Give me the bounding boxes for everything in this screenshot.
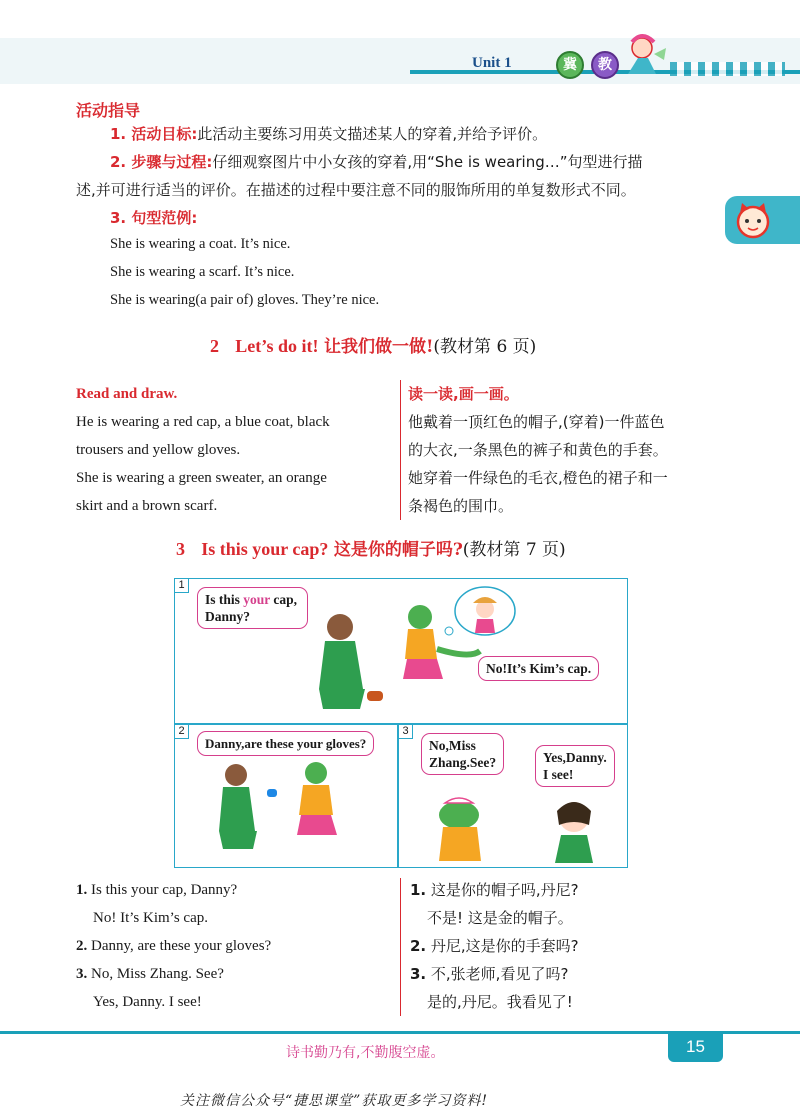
dialogue-cn-num-3: 3. xyxy=(410,965,427,983)
guide-p2-line1: 仔细观察图片中小女孩的穿着,用“She is wearing…”句型进行描 xyxy=(212,153,643,171)
guide-p2-line2: 述,并可进行适当的评价。在描述的过程中要注意不同的服饰所用的单复数形式不同。 xyxy=(76,181,636,199)
danny-teacher-illustration xyxy=(429,791,619,865)
panel-2-number: 2 xyxy=(175,725,189,739)
read-draw-line-1: He is wearing a red cap, a blue coat, black xyxy=(76,414,330,430)
example-2: She is wearing a scarf. It’s nice. xyxy=(110,264,295,280)
bubble1-text-d: Danny? xyxy=(205,609,251,624)
section3-heading xyxy=(176,535,566,560)
section2-ref: (教材第 6 页) xyxy=(433,337,537,357)
guide-title: 活动指导 xyxy=(76,101,141,120)
section3-ref: (教材第 7 页) xyxy=(462,540,566,560)
read-draw-cn-line-4: 条褐色的围巾。 xyxy=(408,497,514,515)
dialogue-en-line-2: No! It’s Kim’s cap. xyxy=(93,910,208,926)
guide-p1 xyxy=(76,120,726,148)
section2-right xyxy=(408,380,728,520)
page-number: 15 xyxy=(668,1032,723,1062)
guide-p2 xyxy=(76,148,726,204)
dialogue-en-line-1 xyxy=(76,876,392,904)
dialogue-en-line-3 xyxy=(76,932,392,960)
guide-p3 xyxy=(76,204,726,232)
footer-slogan: 诗书勤乃有,不勤腹空虚。 xyxy=(286,1045,445,1061)
dialogue-divider xyxy=(400,878,401,1016)
guide-p3-label: 3. 句型范例: xyxy=(110,209,198,227)
dialogue-cn-text-3: 丹尼,这是你的手套吗? xyxy=(426,937,579,955)
header-bar xyxy=(0,38,800,84)
thought-bubble-kim xyxy=(437,583,517,643)
dialogue-en-line-5: Yes, Danny. I see! xyxy=(93,994,202,1010)
read-draw-cn-line-3: 她穿着一件绿色的毛衣,橙色的裙子和一 xyxy=(408,469,668,487)
section2-title-cn: 让我们做一做! xyxy=(323,337,434,357)
section3-title-cn: 这是你的帽子吗? xyxy=(333,540,463,560)
bubble4-line2: Zhang.See? xyxy=(429,755,497,770)
ji-badge: 冀 xyxy=(556,51,584,79)
section3-num: 3 xyxy=(176,539,185,559)
dialogue-en-text-1: Is this your cap, Danny? xyxy=(87,882,238,898)
bubble5-line1: Yes,Danny. xyxy=(543,750,607,765)
guide-p1-text: 此活动主要练习用英文描述某人的穿着,并给予评价。 xyxy=(197,125,548,143)
speech-bubble-2: No!It’s Kim’s cap. xyxy=(478,656,599,681)
fairy-icon xyxy=(620,30,670,80)
panel-3-number: 3 xyxy=(399,725,413,739)
dialogue-cn-num-2: 2. xyxy=(410,937,427,955)
section2-heading xyxy=(210,332,536,357)
unit-label: Unit 1 xyxy=(472,55,512,71)
speech-bubble-3: Danny,are these your gloves? xyxy=(197,731,374,756)
bubble1-text-your: your xyxy=(243,592,271,607)
read-draw-line-4: skirt and a brown scarf. xyxy=(76,498,218,514)
speech-bubble-5 xyxy=(535,745,615,787)
section3-title-en: Is this your cap? xyxy=(201,539,329,559)
comic-panel-3 xyxy=(398,724,628,868)
bubble5-line2: I see! xyxy=(543,767,574,782)
dialogue-en-num-3: 3. xyxy=(76,966,88,982)
jiao-badge: 教 xyxy=(591,51,619,79)
read-draw-line-2: trousers and yellow gloves. xyxy=(76,442,241,458)
header-checker-pattern xyxy=(670,62,785,76)
teacher-gloves-illustration xyxy=(211,761,361,865)
footer-note: 关注微信公众号“捷思课堂”获取更多学习资料! xyxy=(180,1093,488,1109)
read-draw-cn-line-1: 他戴着一顶红色的帽子,(穿着)一件蓝色 xyxy=(408,413,665,431)
dialogue-cn-line-2: 不是! 这是金的帽子。 xyxy=(427,909,573,927)
bubble4-line1: No,Miss xyxy=(429,738,476,753)
guide-p2-label: 2. 步骤与过程: xyxy=(110,153,213,171)
section2-left xyxy=(76,380,392,520)
cat-face-icon xyxy=(733,201,773,241)
section2-num: 2 xyxy=(210,336,219,356)
dialogue-cn-text-1: 这是你的帽子吗,丹尼? xyxy=(426,881,579,899)
read-draw-title: Read and draw. xyxy=(76,386,178,402)
read-draw-line-3: She is wearing a green sweater, an orange xyxy=(76,470,327,486)
read-draw-title-cn: 读一读,画一画。 xyxy=(408,385,519,403)
section2-divider xyxy=(400,380,401,520)
comic-panel-1 xyxy=(174,578,628,724)
dialogue-en-line-4 xyxy=(76,960,392,988)
panel-1-number: 1 xyxy=(175,579,189,593)
example-3: She is wearing(a pair of) gloves. They’re nice. xyxy=(110,292,380,308)
dialogue-english xyxy=(76,876,392,1016)
dialogue-cn-line-5: 是的,丹尼。我看见了! xyxy=(427,993,573,1011)
dialogue-cn-line-1 xyxy=(410,876,730,904)
dialogue-cn-line-4 xyxy=(410,960,730,988)
bubble1-text-c: cap, xyxy=(270,592,298,607)
comic-panel-2 xyxy=(174,724,398,868)
dialogue-cn-line-3 xyxy=(410,932,730,960)
dialogue-chinese xyxy=(410,876,730,1016)
dialogue-en-text-3: Danny, are these your gloves? xyxy=(87,938,272,954)
example-1: She is wearing a coat. It’s nice. xyxy=(110,236,291,252)
dialogue-cn-text-4: 不,张老师,看见了吗? xyxy=(426,965,569,983)
guide-p1-label: 1. 活动目标: xyxy=(110,125,198,143)
bubble1-text-a: Is this xyxy=(205,592,244,607)
dialogue-en-num-2: 2. xyxy=(76,938,88,954)
dialogue-en-text-4: No, Miss Zhang. See? xyxy=(87,966,224,982)
read-draw-cn-line-2: 的大衣,一条黑色的裤子和黄色的手套。 xyxy=(408,441,668,459)
section2-title-en: Let’s do it! xyxy=(235,336,319,356)
dialogue-en-num-1: 1. xyxy=(76,882,88,898)
speech-bubble-4 xyxy=(421,733,504,775)
dialogue-cn-num-1: 1. xyxy=(410,881,427,899)
speech-bubble-1 xyxy=(197,587,308,629)
